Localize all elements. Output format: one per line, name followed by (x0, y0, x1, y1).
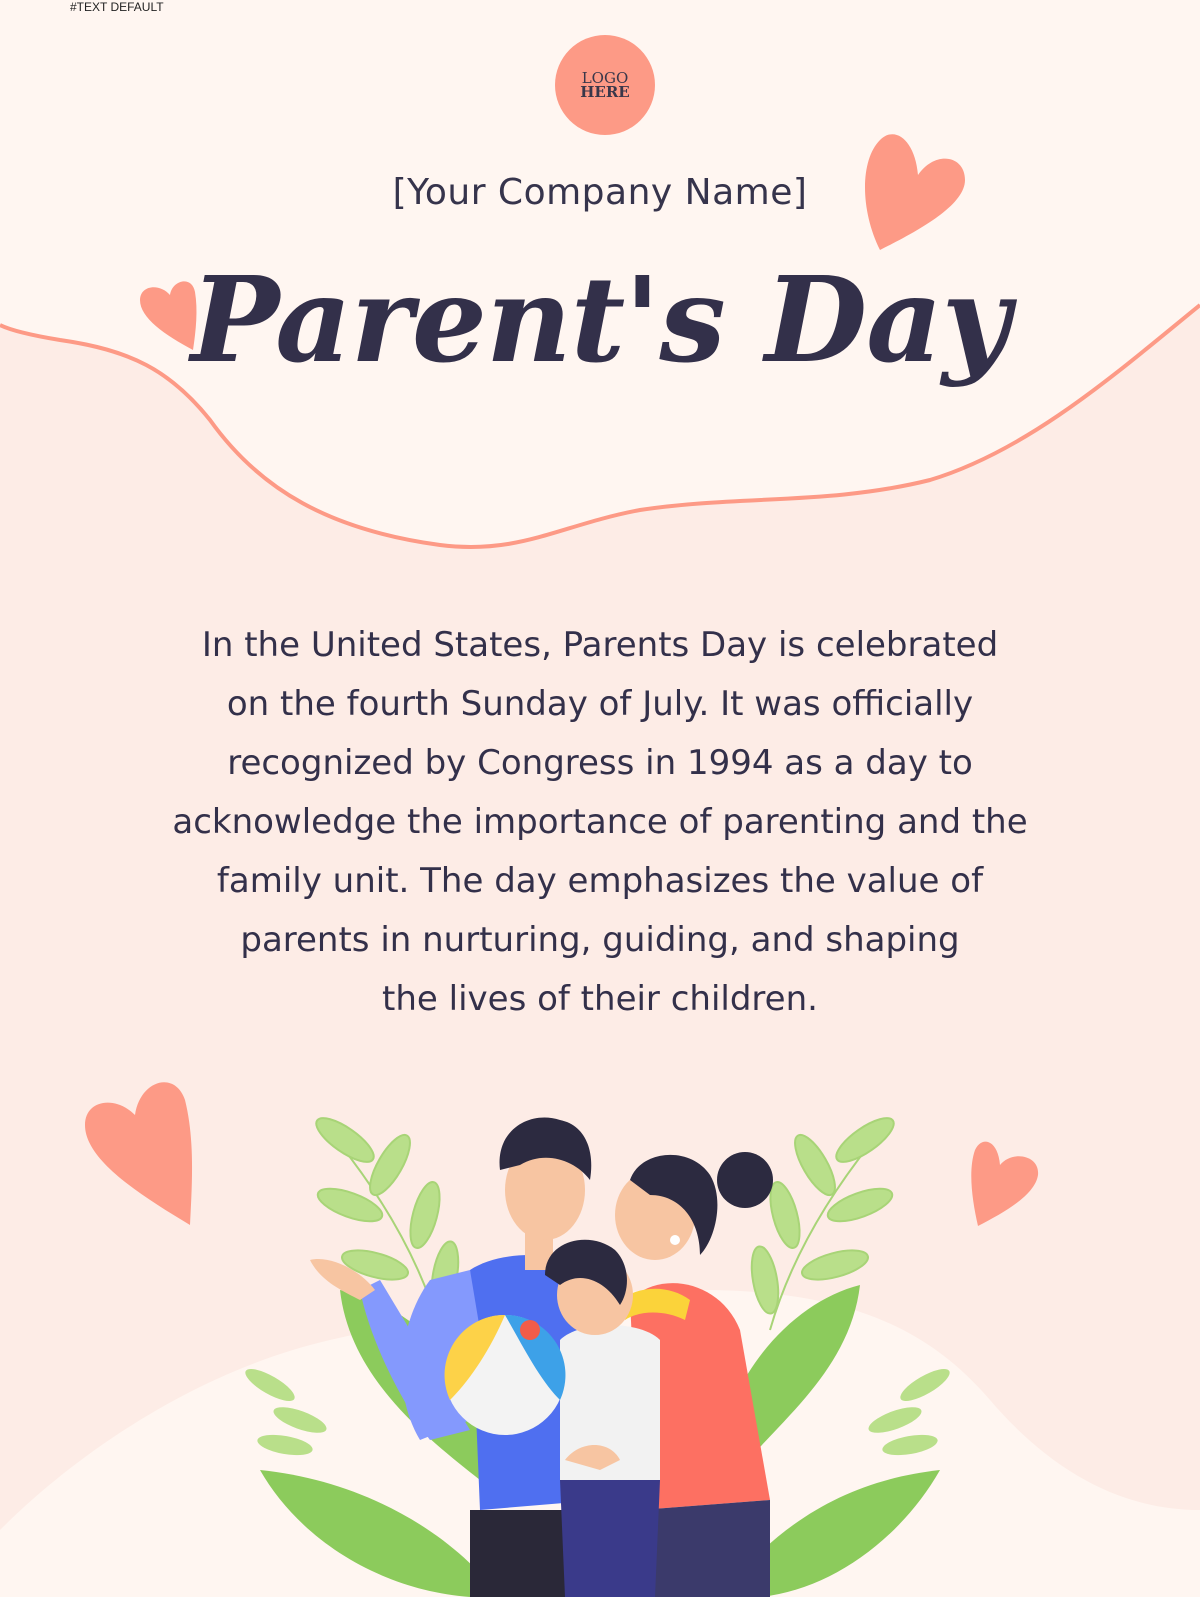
description-line: recognized by Congress in 1994 as a day to (227, 743, 973, 783)
description-line: In the United States, Parents Day is celebrated (201, 625, 999, 665)
description-line: the lives of their children. (382, 979, 818, 1019)
page-title: Parent's Day (190, 250, 1010, 389)
description-line: family unit. The day emphasizes the value of (216, 861, 984, 901)
company-name: [Your Company Name] (392, 172, 808, 213)
description-line: acknowledge the importance of parenting and the (172, 802, 1028, 842)
heart-icon (85, 1082, 192, 1225)
beach-ball (445, 1315, 566, 1435)
logo-line-2: HERE (580, 83, 630, 101)
logo-line-1: LOGO (581, 69, 629, 87)
leaf-branch-right (747, 1111, 899, 1330)
heart-icon (971, 1142, 1038, 1226)
text-default-tag: #TEXT DEFAULT (70, 0, 164, 14)
description-line: on the fourth Sunday of July. It was officially (226, 684, 974, 724)
description-paragraph (140, 616, 1060, 1029)
logo-placeholder (555, 35, 655, 135)
description-line: parents in nurturing, guiding, and shaping (240, 920, 960, 960)
